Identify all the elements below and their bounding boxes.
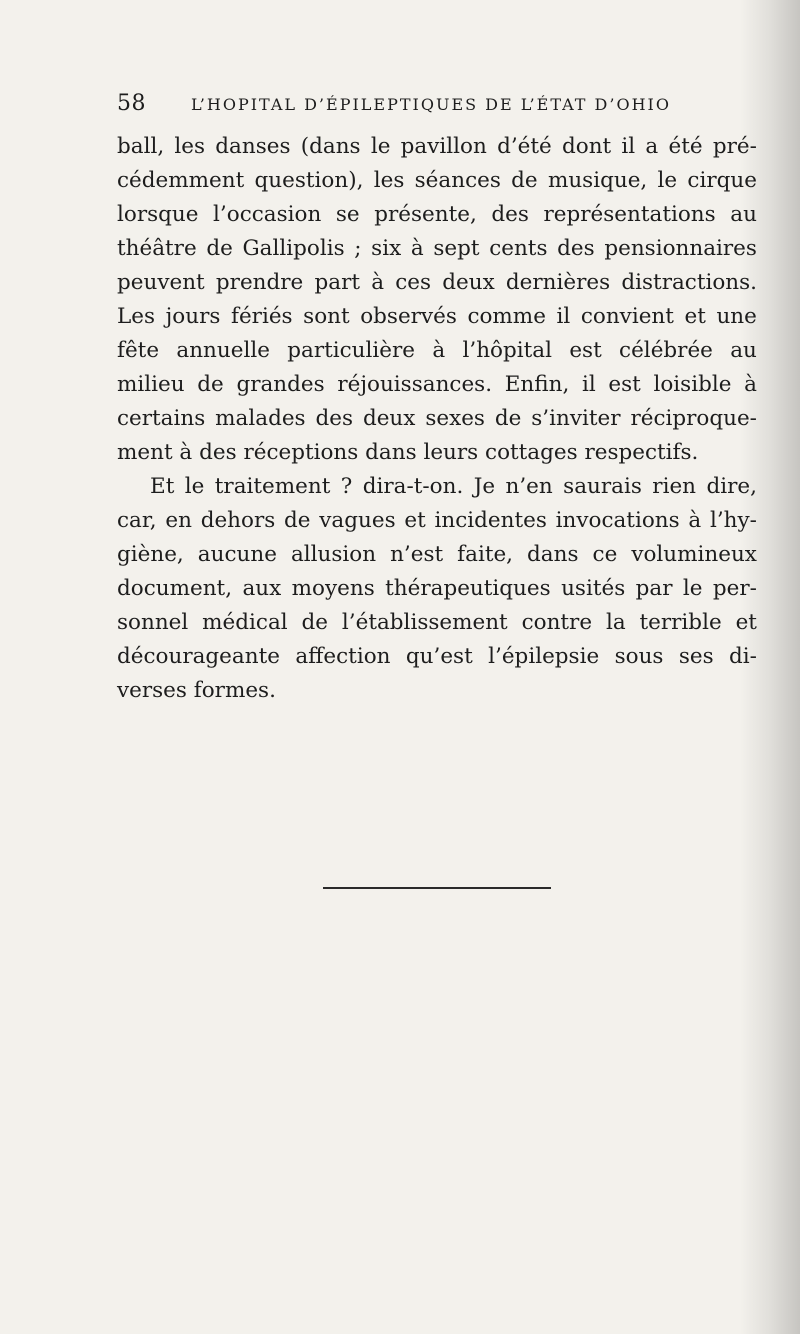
word: le — [682, 576, 703, 601]
word: théâtre — [117, 236, 197, 261]
word: cirque — [687, 168, 757, 193]
word: présente, — [374, 202, 477, 227]
word: au — [730, 338, 757, 363]
word: à — [410, 236, 424, 261]
text-line — [117, 470, 757, 504]
word: giène, — [117, 542, 184, 567]
word: loisible — [653, 372, 732, 397]
word: part — [314, 270, 360, 295]
word: à — [744, 372, 757, 397]
body-text — [117, 130, 757, 708]
paragraph-2 — [117, 470, 757, 708]
word: d’été — [497, 134, 552, 159]
word: distractions. — [621, 270, 757, 295]
word: moyens — [291, 576, 375, 601]
text-line — [117, 198, 757, 232]
word: de — [301, 610, 329, 635]
word: le — [657, 168, 678, 193]
word: qu’est — [405, 644, 473, 669]
text-line — [117, 606, 757, 640]
word: les — [174, 134, 206, 159]
word: cents — [489, 236, 548, 261]
text-line — [117, 300, 757, 334]
word: particulière — [287, 338, 416, 363]
word: le — [184, 474, 205, 499]
word: incidentes — [434, 508, 547, 533]
word: des — [557, 236, 595, 261]
word: aucune — [197, 542, 277, 567]
word: document, — [117, 576, 233, 601]
word: grandes — [236, 372, 325, 397]
word: per- — [712, 576, 757, 601]
word: de — [197, 372, 224, 397]
word: dernières — [505, 270, 611, 295]
word: est — [608, 372, 641, 397]
word: sexes — [425, 406, 485, 431]
running-title: L’HOPITAL D’ÉPILEPTIQUES DE L’ÉTAT D’OHIO — [191, 95, 671, 114]
word: Enfin, — [504, 372, 570, 397]
word: malades — [215, 406, 306, 431]
text-line — [117, 538, 757, 572]
word: pavillon — [400, 134, 487, 159]
word: en — [165, 508, 192, 533]
text-line — [117, 504, 757, 538]
word: question), — [254, 168, 364, 193]
word: le — [370, 134, 391, 159]
word: célébrée — [619, 338, 713, 363]
word: représentations — [543, 202, 716, 227]
word: (dans — [300, 134, 361, 159]
word: l’hôpital — [462, 338, 552, 363]
word: la — [605, 610, 626, 635]
text-line — [117, 572, 757, 606]
word: dire, — [706, 474, 757, 499]
word: contre — [521, 610, 593, 635]
word: médical — [202, 610, 288, 635]
word: Les — [117, 304, 156, 329]
word: il — [556, 304, 571, 329]
word: di- — [729, 644, 757, 669]
word: séances — [414, 168, 501, 193]
word: rien — [652, 474, 697, 499]
word: sous — [614, 644, 664, 669]
word: danses — [215, 134, 291, 159]
word: des — [491, 202, 529, 227]
word: annuelle — [176, 338, 270, 363]
word: il — [581, 372, 596, 397]
word: ce — [592, 542, 618, 567]
word: l’établissement — [341, 610, 508, 635]
word: de — [511, 168, 538, 193]
page-number: 58 — [117, 91, 146, 116]
word: n’est — [390, 542, 444, 567]
word: des — [315, 406, 354, 431]
text-line — [117, 232, 757, 266]
word: musique, — [547, 168, 648, 193]
word: ? — [340, 474, 353, 499]
word: ball, — [117, 134, 165, 159]
word: n’en — [505, 474, 553, 499]
word: sont — [303, 304, 350, 329]
word: à — [432, 338, 446, 363]
word: l’épilepsie — [488, 644, 600, 669]
word: terrible — [639, 610, 722, 635]
word: l’hy- — [709, 508, 757, 533]
word: de — [206, 236, 233, 261]
word: et — [684, 304, 706, 329]
text-line — [117, 164, 757, 198]
word: se — [335, 202, 360, 227]
word: saurais — [563, 474, 642, 499]
word: dira-t-on. — [362, 474, 464, 499]
word: réjouissances. — [337, 372, 493, 397]
word: été — [668, 134, 703, 159]
word: décourageante — [117, 644, 280, 669]
paragraph-1 — [117, 130, 757, 470]
word: et — [404, 508, 426, 533]
word: ces — [395, 270, 432, 295]
word: à — [371, 270, 385, 295]
word: invocations — [555, 508, 680, 533]
running-head — [117, 90, 717, 118]
word: deux — [442, 270, 495, 295]
word: observés — [360, 304, 457, 329]
word: dans — [527, 542, 579, 567]
word: sonnel — [117, 610, 189, 635]
section-end-rule — [323, 887, 551, 889]
text-line — [117, 334, 757, 368]
word: volumineux — [631, 542, 757, 567]
word: cédemment — [117, 168, 245, 193]
word: l’occasion — [213, 202, 322, 227]
text-line: ment à des réceptions dans leurs cottages respectifs. — [117, 440, 699, 465]
word: les — [373, 168, 405, 193]
word: faite, — [457, 542, 514, 567]
text-line: verses formes. — [117, 678, 276, 703]
word: est — [569, 338, 602, 363]
word: vagues — [319, 508, 396, 533]
word: Je — [473, 474, 496, 499]
word: il — [621, 134, 636, 159]
word: Et — [150, 474, 175, 499]
text-line — [117, 402, 757, 436]
word: convient — [580, 304, 674, 329]
word: une — [716, 304, 757, 329]
word: pensionnaires — [604, 236, 757, 261]
word: par — [635, 576, 673, 601]
word: affection — [295, 644, 391, 669]
text-line — [117, 130, 757, 164]
word: de — [494, 406, 522, 431]
word: dont — [561, 134, 612, 159]
word: certains — [117, 406, 206, 431]
word: six — [371, 236, 402, 261]
word: traitement — [214, 474, 331, 499]
word: à — [688, 508, 702, 533]
word: allusion — [290, 542, 377, 567]
word: au — [730, 202, 757, 227]
word: deux — [362, 406, 416, 431]
word: jours — [165, 304, 221, 329]
word: ses — [678, 644, 714, 669]
word: fête — [117, 338, 160, 363]
word: pré- — [712, 134, 757, 159]
word: de — [284, 508, 311, 533]
word: et — [735, 610, 757, 635]
word: prendre — [215, 270, 304, 295]
word: sept — [433, 236, 480, 261]
word: aux — [242, 576, 282, 601]
text-line — [117, 368, 757, 402]
word: thérapeutiques — [385, 576, 551, 601]
word: usités — [561, 576, 626, 601]
word: car, — [117, 508, 157, 533]
word: dehors — [200, 508, 276, 533]
word: milieu — [117, 372, 185, 397]
text-line — [117, 266, 757, 300]
word: Gallipolis — [242, 236, 345, 261]
word: ; — [354, 236, 362, 261]
word: comme — [467, 304, 546, 329]
word: lorsque — [117, 202, 199, 227]
text-line — [117, 640, 757, 674]
word: a — [645, 134, 659, 159]
word: fériés — [230, 304, 293, 329]
word: peuvent — [117, 270, 205, 295]
word: s’inviter — [531, 406, 621, 431]
word: réciproque- — [630, 406, 757, 431]
